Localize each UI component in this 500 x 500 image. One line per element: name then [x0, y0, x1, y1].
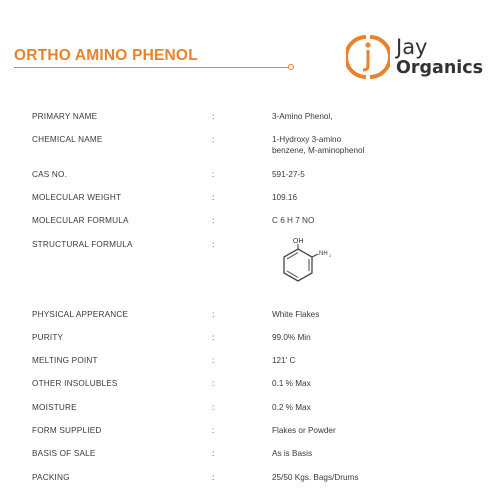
title-underline-dot [288, 64, 294, 70]
spec-label: PHYSICAL APPERANCE [32, 310, 129, 319]
spec-separator: : [212, 449, 215, 458]
spec-label: FORM SUPPLIED [32, 426, 102, 435]
company-logo [346, 33, 496, 81]
spec-value: White Flakes [272, 310, 320, 319]
spec-separator: : [212, 112, 215, 121]
spec-value: 3-Amino Phenol, [272, 112, 333, 121]
spec-separator: : [212, 310, 215, 319]
spec-separator: : [212, 473, 215, 482]
spec-label: PRIMARY NAME [32, 112, 98, 121]
spec-value: 591-27-5 [272, 170, 305, 179]
spec-separator: : [212, 403, 215, 412]
spec-separator: : [212, 193, 215, 202]
spec-value: As is Basis [272, 449, 313, 458]
spec-value: 109.16 [272, 193, 298, 202]
spec-value: Flakes or Powder [272, 426, 336, 435]
page-title: ORTHO AMINO PHENOL [14, 47, 198, 64]
spec-label: MOLECULAR WEIGHT [32, 193, 122, 202]
spec-value: 99.0% Min [272, 333, 311, 342]
spec-label: PURITY [32, 333, 64, 342]
spec-label: BASIS OF SALE [32, 449, 96, 458]
spec-label: STRUCTURAL FORMULA [32, 240, 133, 249]
spec-value-line1: 1-Hydroxy 3-amino [272, 135, 342, 144]
spec-value: 25/50 Kgs. Bags/Drums [272, 473, 359, 482]
title-underline [14, 67, 290, 68]
logo-word-jay: Jay [396, 35, 428, 59]
spec-separator: : [212, 135, 215, 144]
spec-separator: : [212, 170, 215, 179]
spec-value: 0.1 % Max [272, 379, 311, 388]
spec-label: PACKING [32, 473, 70, 482]
spec-value: 0.2 % Max [272, 403, 311, 412]
spec-separator: : [212, 426, 215, 435]
spec-label: CAS NO. [32, 170, 68, 179]
spec-label: MOISTURE [32, 403, 77, 412]
spec-separator: : [212, 356, 215, 365]
structural-formula-diagram [268, 237, 338, 292]
logo-mark-icon [346, 33, 390, 81]
spec-label: CHEMICAL NAME [32, 135, 103, 144]
spec-separator: : [212, 240, 215, 249]
spec-label: MELTING POINT [32, 356, 98, 365]
spec-value: 121' C [272, 356, 296, 365]
spec-value: C 6 H 7 NO [272, 216, 315, 225]
spec-value [272, 134, 472, 156]
spec-separator: : [212, 333, 215, 342]
logo-word-organics: Organics [396, 58, 484, 78]
spec-separator: : [212, 379, 215, 388]
oh-label: OH [293, 238, 304, 245]
nh2-subscript: 2 [329, 254, 331, 258]
spec-label: MOLECULAR FORMULA [32, 216, 129, 225]
spec-value-line2: benzene, M-aminophenol [272, 146, 365, 155]
nh2-label: NH [319, 251, 328, 257]
spec-separator: : [212, 216, 215, 225]
spec-label: OTHER INSOLUBLES [32, 379, 118, 388]
